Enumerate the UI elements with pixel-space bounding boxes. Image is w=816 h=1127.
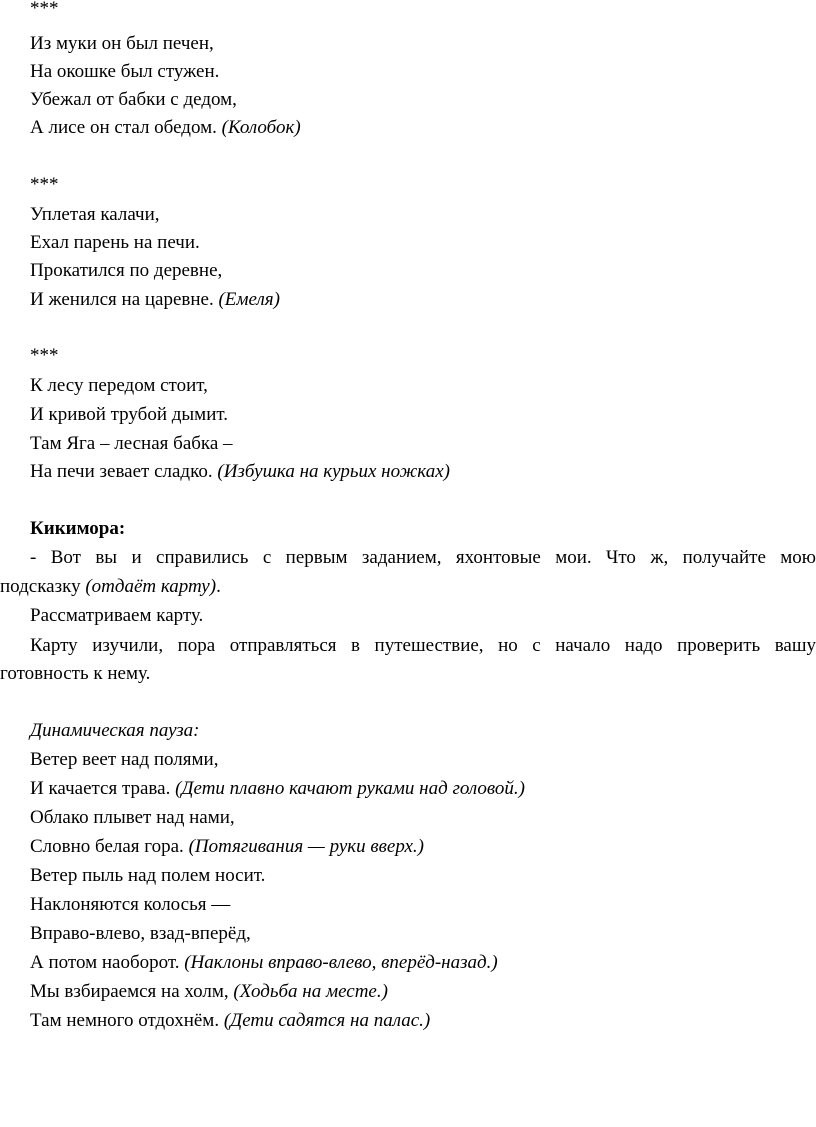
poem-line bbox=[30, 289, 280, 311]
stage-direction: (Наклоны вправо-влево, вперёд-назад.) bbox=[184, 952, 498, 973]
poem-line bbox=[30, 461, 450, 483]
riddle-answer: (Колобок) bbox=[221, 117, 301, 138]
paragraph-line bbox=[30, 547, 816, 569]
riddle-answer: (Избушка на курьих ножках) bbox=[217, 461, 450, 482]
poem-text: А лисе он стал обедом. bbox=[30, 117, 222, 138]
punctuation: . bbox=[216, 576, 221, 597]
poem-line bbox=[30, 807, 235, 829]
poem-text: Ветер веет над полями, bbox=[30, 749, 219, 770]
section-separator: *** bbox=[30, 0, 59, 19]
stage-direction: (Потягивания — руки вверх.) bbox=[188, 836, 424, 857]
poem-line: И кривой трубой дымит. bbox=[30, 404, 228, 425]
poem-text: Вправо-влево, взад-вперёд, bbox=[30, 923, 251, 944]
speaker-name: Кикимора: bbox=[30, 518, 126, 539]
poem-line bbox=[30, 836, 424, 858]
poem-line bbox=[30, 894, 230, 916]
stage-direction: (Дети садятся на палас.) bbox=[223, 1010, 431, 1031]
poem-line bbox=[30, 1010, 430, 1032]
paragraph-text: подсказку bbox=[0, 576, 86, 597]
paragraph-line bbox=[30, 635, 816, 657]
paragraph-line bbox=[0, 576, 221, 598]
poem-text: И качается трава. bbox=[30, 778, 176, 799]
poem-line bbox=[30, 778, 525, 800]
section-separator: *** bbox=[30, 174, 59, 195]
poem-text: Ветер пыль над полем носит. bbox=[30, 865, 266, 886]
poem-text: Там немного отдохнём. bbox=[30, 1010, 224, 1031]
poem-line: К лесу передом стоит, bbox=[30, 375, 208, 396]
poem-line: На окошке был стужен. bbox=[30, 61, 220, 82]
stage-direction: (отдаёт карту) bbox=[85, 576, 217, 597]
poem-line bbox=[30, 865, 265, 887]
poem-line: Уплетая калачи, bbox=[30, 204, 160, 225]
poem-text: Мы взбираемся на холм, bbox=[30, 981, 234, 1002]
poem-text: Наклоняются колосья — bbox=[30, 894, 231, 915]
poem-line bbox=[30, 749, 218, 771]
poem-line: Там Яга – лесная бабка – bbox=[30, 433, 233, 454]
poem-text: А потом наоборот. bbox=[30, 952, 185, 973]
poem-text: И женился на царевне. bbox=[30, 289, 219, 310]
poem-line bbox=[30, 981, 388, 1003]
poem-text: Облако плывет над нами, bbox=[30, 807, 235, 828]
section-title: Динамическая пауза: bbox=[30, 720, 200, 741]
section-separator: *** bbox=[30, 345, 59, 366]
stage-direction: (Ходьба на месте.) bbox=[233, 981, 388, 1002]
poem-line bbox=[30, 952, 498, 974]
riddle-answer: (Емеля) bbox=[218, 289, 280, 310]
poem-line bbox=[30, 117, 301, 139]
poem-line: Из муки он был печен, bbox=[30, 33, 214, 54]
paragraph-line: Рассматриваем карту. bbox=[30, 605, 204, 626]
paragraph-line: готовность к нему. bbox=[0, 663, 151, 684]
paragraph-text: - Вот вы и справились с первым заданием, яхонтовые мои. Что ж, получайте мою bbox=[30, 547, 816, 568]
poem-line: Убежал от бабки с дедом, bbox=[30, 89, 237, 110]
poem-text: Словно белая гора. bbox=[30, 836, 189, 857]
poem-line: Прокатился по деревне, bbox=[30, 260, 223, 281]
paragraph-text: Карту изучили, пора отправляться в путешествие, но с начало надо проверить вашу bbox=[30, 635, 816, 656]
stage-direction: (Дети плавно качают руками над головой.) bbox=[175, 778, 525, 799]
poem-line: Ехал парень на печи. bbox=[30, 232, 200, 253]
poem-line bbox=[30, 923, 251, 945]
poem-text: На печи зевает сладко. bbox=[30, 461, 218, 482]
